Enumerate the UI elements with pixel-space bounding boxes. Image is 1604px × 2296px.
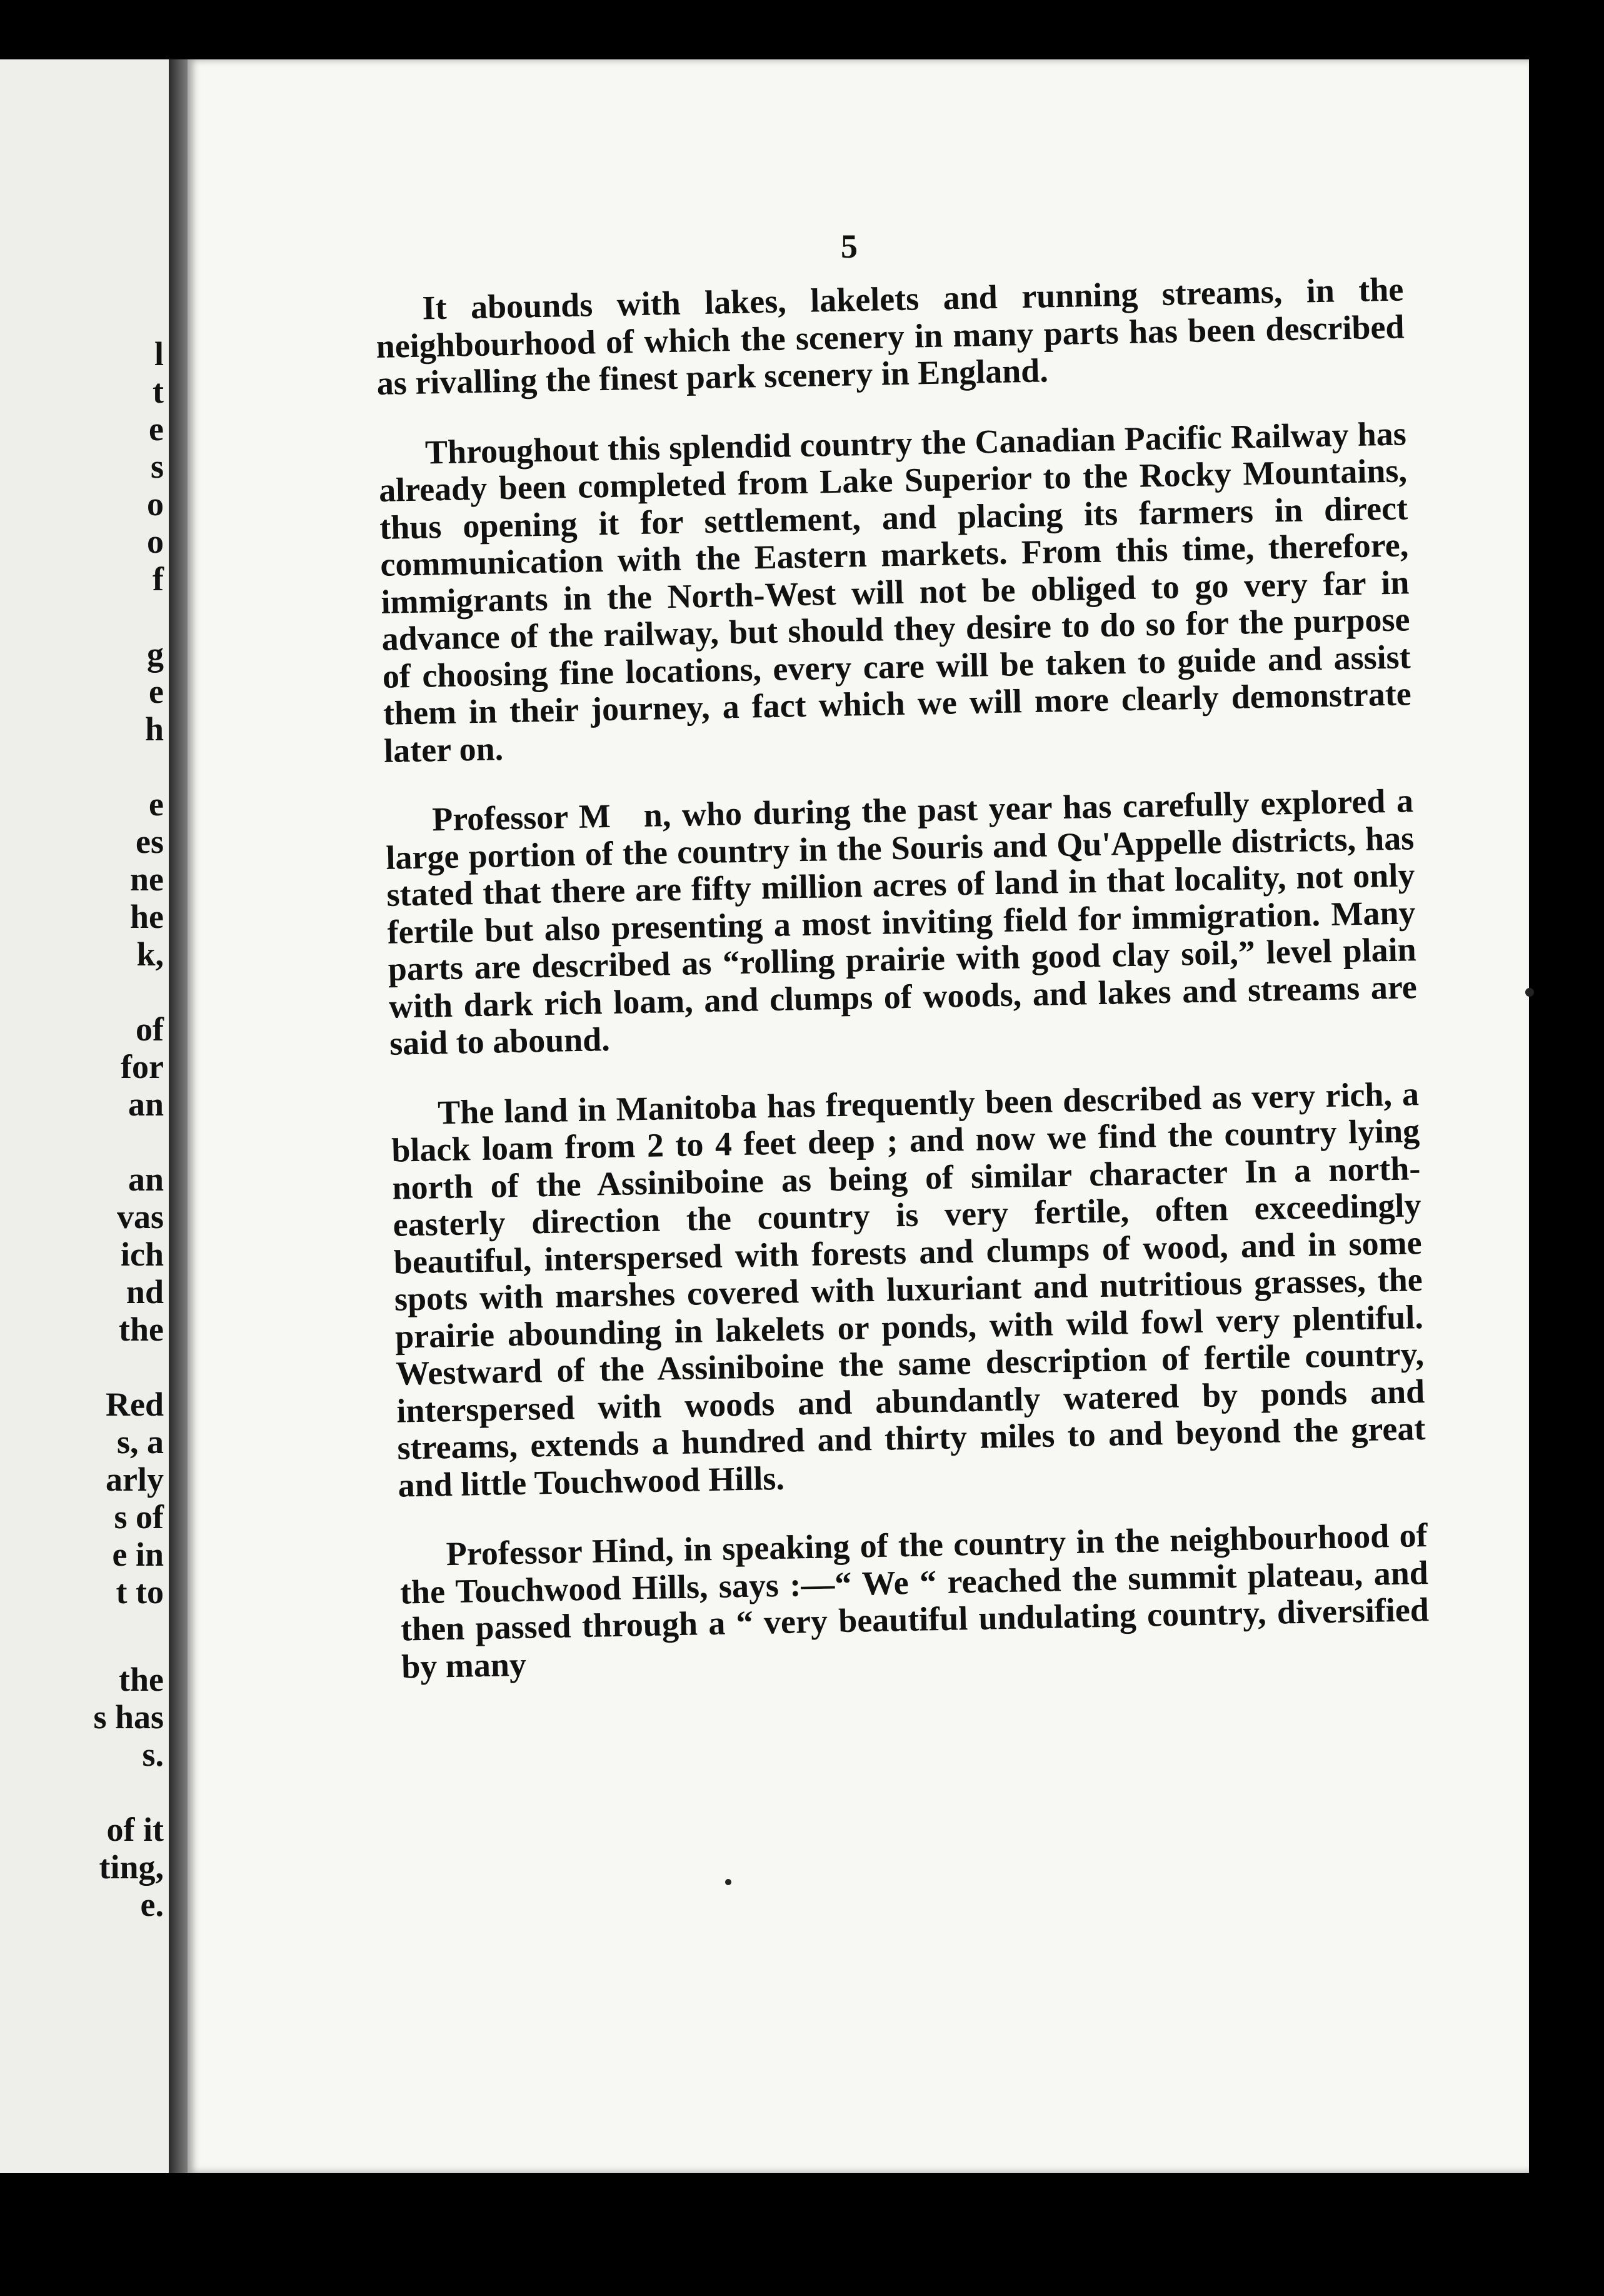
left-fragment: nd [126,1273,164,1311]
left-fragment: s of [114,1498,164,1536]
left-fragment: Red [106,1386,164,1423]
left-fragment: s, a [116,1423,164,1461]
left-fragment: vas [116,1198,164,1236]
print-speck [1525,988,1534,997]
left-fragment: ne [130,860,164,898]
left-fragment: s has [93,1698,164,1736]
left-fragment: an [128,1161,164,1198]
left-fragment: the [119,1661,164,1698]
left-fragment: s [150,448,164,485]
left-fragment: e [149,673,164,710]
left-fragment: e [149,410,164,448]
left-fragment: of [136,1010,164,1048]
left-fragment: es [136,823,164,860]
paragraph: The land in Manitoba has frequently been described as very rich, a black loam from 2 to 4 feet deep ; and now we find the country lying north of the Assiniboine as being of similar character In a north-easterly direction the country is very fertile, often exceedingly beautiful, interspersed with forests and clumps of wood, and in some spots with marshes covered with luxuriant and nutritious grasses, the prairie abounding in lakelets or ponds, with wild fowl very plentiful. Westward of the Assiniboine the same description of fertile country, interspersed with woods and abundantly watered by ponds and streams, extends a hundred and thirty miles to and beyond the great and little Touchwood Hills. [391,1074,1426,1504]
left-fragment: for [121,1048,164,1085]
left-fragment: arly [106,1461,164,1498]
print-speck [725,1879,731,1885]
page-number: 5 [841,228,858,265]
left-fragment: o [147,523,164,560]
left-fragment: of it [106,1811,164,1848]
left-fragment: an [128,1085,164,1123]
paragraph: Professor M n, who during the past year has carefully explored a large portion of the country in the Souris and Qu'Appelle districts, has stated that there are fifty million acres of land in that locality, not only fertile but also presenting a most inviting field for immigration. Many parts are described as “rolling prairie with good clay soil,” level plain with dark rich loam, and clumps of woods, and lakes and streams are said to abound. [385,782,1418,1062]
left-fragment: k, [136,935,164,973]
paragraph: Professor Hind, in speaking of the country in the neighbourhood of the Touchwood Hills, says :—“ We “ reached the summit plateau, and then passed through a “ very beautiful undulating country, diversified by many [399,1516,1430,1686]
left-fragment: ich [120,1236,164,1273]
left-fragment: t to [116,1573,164,1611]
paragraph: Throughout this splendid country the Canadian Pacific Railway has already been completed from Lake Superior to the Rocky Mountains, thus opening it for settlement, and placing its farmers in direct communication with the Eastern markets. From this time, therefore, immigrants in the North-West will not be obliged to go very far in advance of the railway, but should they desire to do so for the purpose of choosing fine locations, every care will be taken to guide and assist them in their journey, a fact which we will more clearly demonstrate later on. [378,414,1412,770]
left-fragment: e in [112,1536,164,1573]
left-fragment: f [153,560,164,598]
page-body [375,271,1431,1718]
left-fragment: t [153,373,164,410]
left-fragment: l [154,335,164,373]
left-fragment: he [130,898,164,935]
paragraph: It abounds with lakes, lakelets and running streams, in the neighbourhood of which the scenery in many parts has been described as rivalling the finest park scenery in England. [376,270,1405,402]
left-fragment: e [149,785,164,823]
left-fragment: ting, [99,1848,164,1886]
left-fragment: s. [142,1736,164,1773]
left-fragment: e. [140,1886,164,1923]
left-page-edge [0,59,176,2173]
left-fragment: the [119,1311,164,1348]
left-fragment: o [147,485,164,523]
left-fragment: g [147,635,164,673]
left-fragment: h [144,710,164,748]
